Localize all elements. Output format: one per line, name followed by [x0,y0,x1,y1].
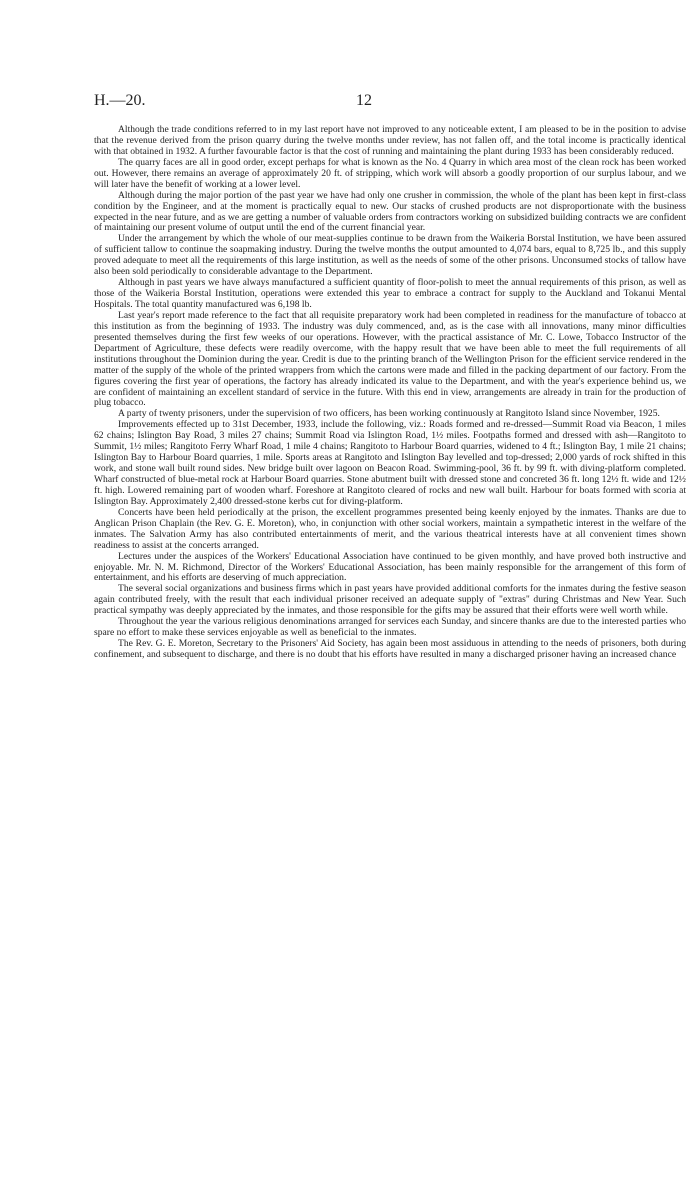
paragraph-tobacco: Last year's report made reference to the fact that all requisite preparatory work had been completed in readiness for the manufacture of tobacco at this institution as from the beginning of 1933. The industry was duly commenced, and, as is the case with all innovations, many minor difficulties presented themselves during the first few weeks of our operations. However, with the practical assistance of Mr. C. Lowe, Tobacco Instructor of the Department of Agriculture, these defects were readily overcome, with the happy result that we have been able to meet the full requirements of all institutions throughout the Dominion during the year. Credit is due to the printing branch of the Wellington Prison for the efficient service rendered in the matter of the supply of the whole of the printed wrappers from which the cartons were made and filled in the packing department of our factory. From the figures covering the first year of operations, the factory has already indicated its value to the Department, and with the year's experience behind us, we are confident of maintaining an excellent standard of service in the future. With this end in view, arrangements are already in train for the production of plug tobacco. [94,309,686,409]
paragraph-quarry-revenue: Although the trade conditions referred to in my last report have not improved to any noticeable extent, I am pleased to be in the position to advise that the revenue derived from the prison quarry during the twelve months under review, has not fallen off, and the total income is practically identical with that obtained in 1932. A further favourable factor is that the cost of running and maintaining the plant during 1933 has been considerably reduced. [94,124,686,157]
paragraph-rangitoto-party: A party of twenty prisoners, under the supervision of two officers, has been working continuously at Rangitoto Island since November, 1925. [118,408,660,420]
body-text [94,125,686,661]
page-number: 12 [356,92,372,109]
paragraph-religious-services: Throughout the year the various religious denominations arranged for services each Sunday, and sincere thanks are due to the interested parties who spare no effort to make these services enjoyable as well as beneficial to the inmates. [94,616,686,639]
paragraph-quarry-faces: The quarry faces are all in good order, except perhaps for what is known as the No. 4 Quarry in which area most of the clean rock has been worked out. However, there remains an average of approximately 20 ft. of stripping, which work will absorb a goodly proportion of our surplus labour, and we will later have the benefit of working at a lower level. [94,156,686,190]
paragraph-concerts: Concerts have been held periodically at the prison, the excellent programmes presented being keenly enjoyed by the inmates. Thanks are due to Anglican Prison Chaplain (the Rev. G. E. Moreton), who, in conjunction with other social workers, maintain a sympathetic interest in the welfare of the inmates. The Salvation Army has also contributed entertainments of merit, and the various theatrical interests have at all convenient times shown readiness to assist at the concerts arranged. [94,506,686,551]
paragraph-prisoners-aid: The Rev. G. E. Moreton, Secretary to the Prisoners' Aid Society, has again been most assiduous in attending to the needs of prisoners, both during confinement, and subsequent to discharge, and there is no doubt that his efforts have resulted in many a discharged prisoner having an increased chance [94,638,686,660]
paragraph-soapmaking: Under the arrangement by which the whole of our meat-supplies continue to be drawn from the Waikeria Borstal Institution, we have been assured of sufficient tallow to continue the soapmaking industry. During the twelve months the output amounted to 4,074 bars, equal to 8,725 lb., and this supply proved adequate to meet all the requirements of this large institution, as well as the needs of some of the other prisons. Unconsumed stocks of tallow have also been sold periodically to considerable advantage to the Department. [94,233,686,278]
report-reference: H.—20. [94,92,146,109]
paragraph-festive-comforts: The several social organizations and business firms which in past years have provided additional comforts for the inmates during the festive season again contributed freely, with the result that each individual prisoner received an adequate supply of "extras" during Christmas and New Year. Such practical sympathy was deeply appreciated by the inmates, and those responsible for the gifts may be assured that their efforts were well worth while. [94,583,686,617]
paragraph-crusher-plant: Although during the major portion of the past year we have had only one crusher in commission, the whole of the plant has been kept in first-class condition by the Engineer, and at the moment is practically equal to new. Our stacks of crushed products are not disproportionate with the business expected in the near future, and as we are getting a number of valuable orders from contractors working on subsidized building contracts we are confident of maintaining our present volume of output until the end of the current financial year. [94,189,686,234]
paragraph-floor-polish: Although in past years we have always manufactured a sufficient quantity of floor-polish to meet the annual requirements of this prison, as well as those of the Waikeria Borstal Institution, operations were extended this year to embrace a contract for supply to the Auckland and Tokanui Mental Hospitals. The total quantity manufactured was 6,198 lb. [94,277,686,310]
paragraph-lectures: Lectures under the auspices of the Workers' Educational Association have continued to be given monthly, and have proved both instructive and enjoyable. Mr. N. M. Richmond, Director of the Workers' Educational Association, has been mainly responsible for the arrangement of this form of entertainment, and his efforts are deserving of much appreciation. [94,550,686,584]
paragraph-improvements: Improvements effected up to 31st December, 1933, include the following, viz.: Roads formed and re-dressed—Summit Road via Beacon, 1 miles 62 chains; Islington Bay Road, 3 miles 27 chains; Summit Road via Islington Road, 1½ miles. Footpaths formed and dressed with ash—Rangitoto to Summit, 1½ miles; Rangitoto Ferry Wharf Road, 1 mile 4 chains; Rangitoto to Harbour Board quarries, widened to 4 ft.; Islington Bay, 1 mile 21 chains; Islington Bay to Harbour Board quarries, 1 mile. Sports areas at Rangitoto and Islington Bay levelled and top-dressed; 2,000 yards of rock shifted in this work, and stone wall built round sides. New bridge built over lagoon on Beacon Road. Swimming-pool, 36 ft. by 99 ft. with diving-platform completed. Wharf constructed of blue-metal rock at Harbour Board quarries. Stone abutment built with dressed stone and concreted 36 ft. long 12½ ft. wide and 12½ ft. high. Lowered remaining part of wooden wharf. Foreshore at Rangitoto cleared of rocks and new wall built. Harbour for boats formed with scoria at Islington Bay. Approximately 2,400 dressed-stone kerbs cut for diving-platform. [94,419,686,507]
